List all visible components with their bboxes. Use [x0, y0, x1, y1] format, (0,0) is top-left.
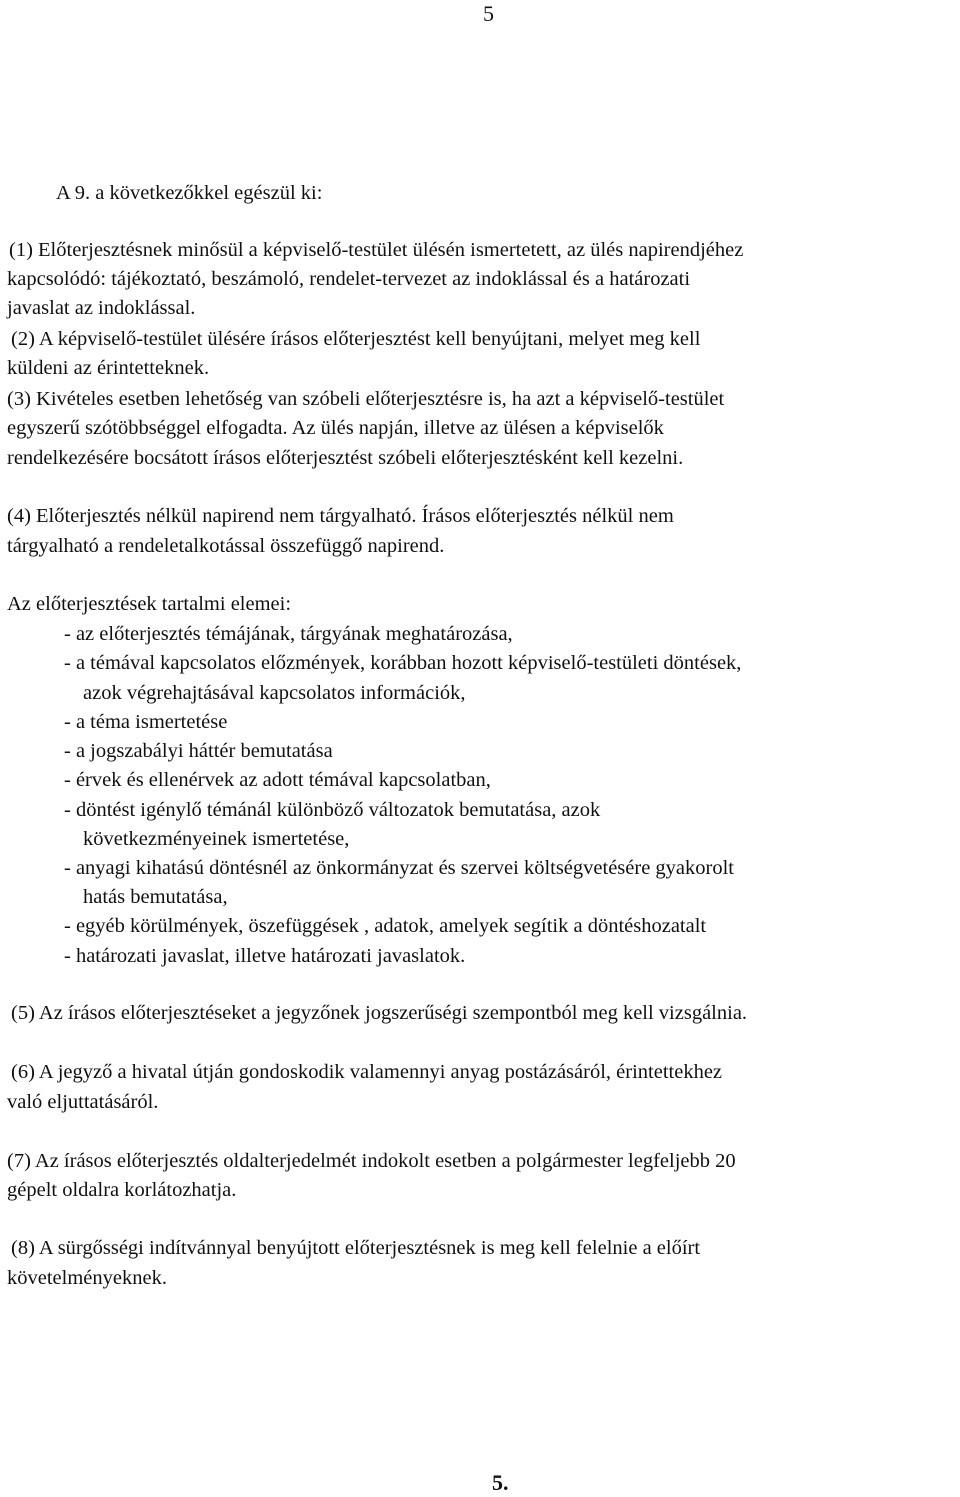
paragraph-line: tárgyalható a rendeletalkotással összefüggő napirend.	[7, 535, 445, 557]
paragraph-line: való eljuttatásáról.	[7, 1091, 159, 1113]
list-item-continuation: hatás bemutatása,	[83, 886, 228, 908]
paragraph-line: (8) A sürgősségi indítvánnyal benyújtott előterjesztésnek is meg kell felelnie a előírt	[11, 1237, 701, 1259]
paragraph-line: (5) Az írásos előterjesztéseket a jegyzőnek jogszerűségi szempontból meg kell vizsgálnia.	[11, 1002, 748, 1024]
paragraph-line: (4) Előterjesztés nélkül napirend nem tárgyalható. Írásos előterjesztés nélkül nem	[7, 505, 674, 527]
paragraph-line: (3) Kivételes esetben lehetőség van szóbeli előterjesztésre is, ha azt a képviselő-testület	[7, 388, 725, 410]
paragraph-line: rendelkezésére bocsátott írásos előterjesztést szóbeli előterjesztésként kell kezelni.	[7, 447, 684, 469]
paragraph-line: egyszerű szótöbbséggel elfogadta. Az ülés napján, illetve az ülésen a képviselők	[7, 417, 664, 439]
list-item: - a témával kapcsolatos előzmények, korábban hozott képviselő-testületi döntések,	[64, 652, 742, 674]
page-number: 5	[483, 1, 494, 26]
intro-line: A 9. a következőkkel egészül ki:	[56, 182, 323, 204]
list-item: - a jogszabályi háttér bemutatása	[64, 740, 333, 762]
list-item: - érvek és ellenérvek az adott témával kapcsolatban,	[64, 769, 491, 791]
list-item-continuation: azok végrehajtásával kapcsolatos információk,	[83, 682, 466, 704]
paragraph-line: követelményeknek.	[7, 1267, 167, 1289]
list-item: - döntést igénylő témánál különböző változatok bemutatása, azok	[64, 799, 601, 821]
list-item-continuation: következményeinek ismertetése,	[83, 828, 350, 850]
paragraph-line: (2) A képviselő-testület ülésére írásos előterjesztést kell benyújtani, melyet meg kell	[11, 328, 701, 350]
list-item: - a téma ismertetése	[64, 711, 228, 733]
paragraph-line: gépelt oldalra korlátozhatja.	[7, 1179, 237, 1201]
footer-section-label: 5.	[492, 1470, 509, 1495]
paragraph-line: küldeni az érintetteknek.	[7, 357, 210, 379]
list-item: - az előterjesztés témájának, tárgyának meghatározása,	[64, 623, 513, 645]
list-item: - határozati javaslat, illetve határozati javaslatok.	[64, 945, 466, 967]
paragraph-line: javaslat az indoklással.	[7, 297, 196, 319]
list-item: - anyagi kihatású döntésnél az önkormányzat és szervei költségvetésére gyakorolt	[64, 857, 734, 879]
paragraph-line: (6) A jegyző a hivatal útján gondoskodik valamennyi anyag postázásáról, érintettekhez	[11, 1061, 723, 1083]
contents-heading: Az előterjesztések tartalmi elemei:	[7, 593, 292, 615]
paragraph-line: kapcsolódó: tájékoztató, beszámoló, rendelet-tervezet az indoklással és a határozati	[7, 268, 691, 290]
list-item: - egyéb körülmények, öszefüggések , adatok, amelyek segítik a döntéshozatalt	[64, 915, 707, 937]
paragraph-line: (1) Előterjesztésnek minősül a képviselő-testület ülésén ismertetett, az ülés napirendjéhez	[9, 239, 744, 261]
paragraph-line: (7) Az írásos előterjesztés oldalterjedelmét indokolt esetben a polgármester legfeljebb 20	[7, 1150, 736, 1172]
